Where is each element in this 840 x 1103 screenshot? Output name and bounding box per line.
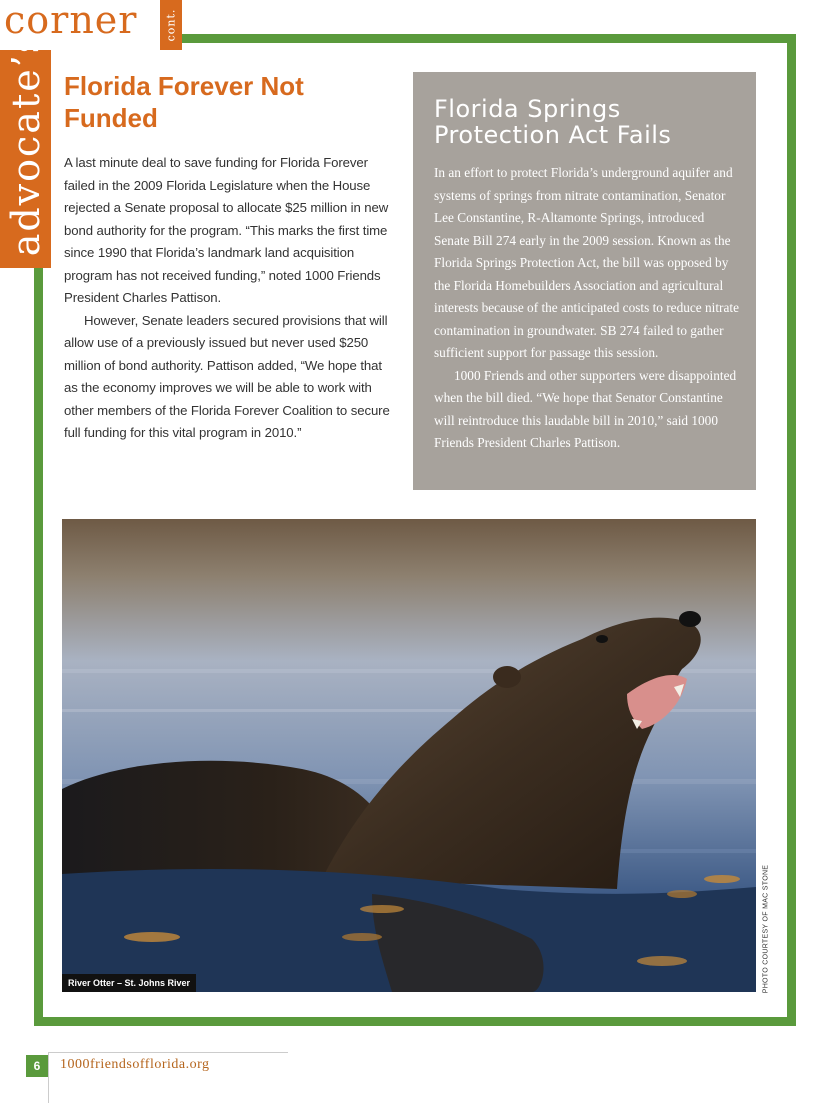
left-article-paragraph: However, Senate leaders secured provisions that will allow use of a previously issued but never used $250 million of bond authority. Pattison added, “We hope that as the economy improves we will be able to work with other members of the Florida Forever Coalition to secure full funding for this vital program in 2010.” xyxy=(64,312,390,440)
sidebar-article-box xyxy=(413,72,756,490)
left-article xyxy=(64,70,394,445)
photo-credit: PHOTO COURTESY OF MAC STONE xyxy=(762,864,770,994)
photo-caption: River Otter – St. Johns River xyxy=(62,974,196,992)
river-otter-photo xyxy=(62,519,756,992)
sidebar-article-body xyxy=(434,162,742,455)
footer-website[interactable]: 1000friendsofflorida.org xyxy=(60,1057,210,1072)
left-article-title: Florida Forever Not Funded xyxy=(64,71,304,133)
left-article-paragraph: A last minute deal to save funding for Florida Forever failed in the 2009 Florida Legislature when the House rejected a Senate proposal to allocate $25 million in new bond authority for the program. “This marks the first time since 1990 that Florida’s landmark land acquisition program has not received funding,” noted 1000 Friends President Charles Pattison. xyxy=(64,155,389,305)
footer-divider xyxy=(48,1052,288,1053)
sidebar-article-paragraph: 1000 Friends and other supporters were disappointed when the bill died. “We hope that Senator Constantine will reintroduce this laudable bill in 2010,” said 1000 Friends President Charles Pattison. xyxy=(434,367,737,450)
sidebar-article-title: Florida Springs Protection Act Fails xyxy=(434,95,672,149)
page-number: 6 xyxy=(26,1055,48,1077)
continued-label: cont. xyxy=(164,8,178,42)
left-article-body xyxy=(64,152,394,445)
section-title-advocates: advocate’s xyxy=(4,31,48,257)
footer-vertical-divider xyxy=(48,1052,49,1103)
section-title-corner: corner xyxy=(4,0,138,42)
sidebar-article-paragraph: In an effort to protect Florida’s underground aquifer and systems of springs from nitrate contamination, Senator Lee Constantine, R-Altamonte Springs, introduced Senate Bill 274 early in the 2009 session. Known as the Florida Springs Protection Act, the bill was opposed by the Florida Homebuilders Association and agricultural interests because of the anticipated costs to reduce nitrate contamination in groundwater. SB 274 failed to gather sufficient support for passage this session. xyxy=(434,165,739,360)
